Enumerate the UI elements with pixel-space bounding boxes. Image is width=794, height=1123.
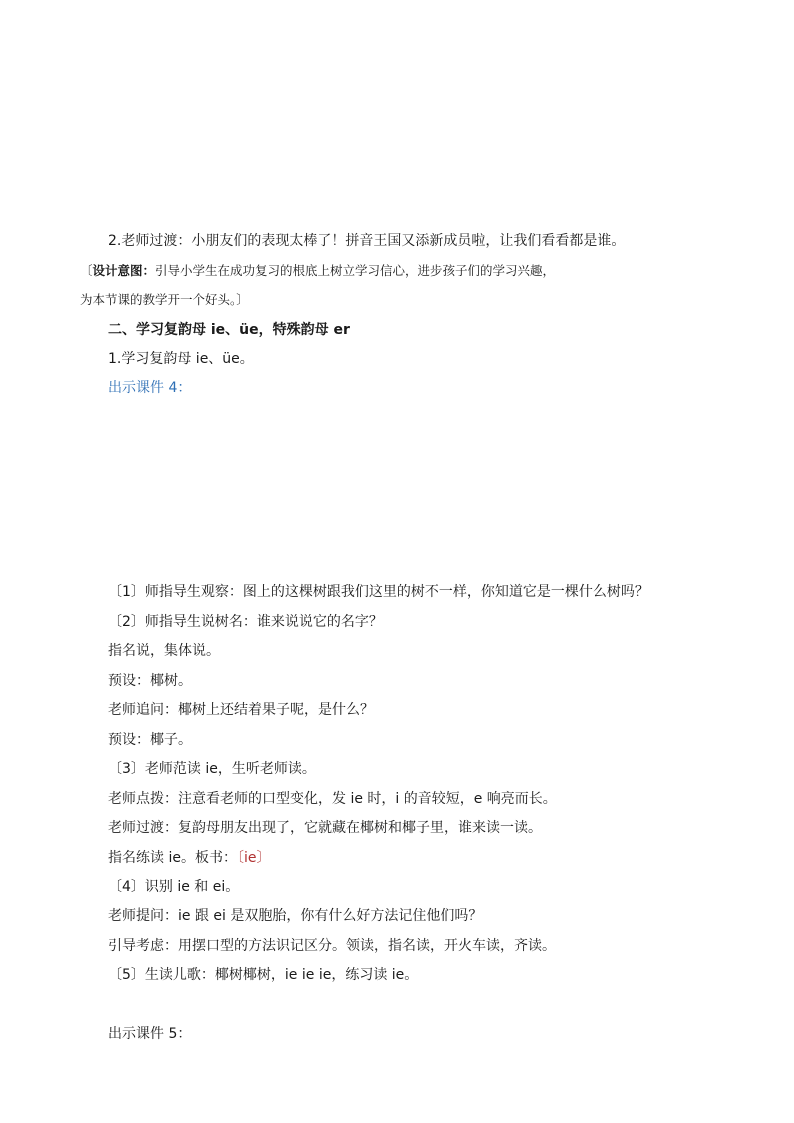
step-5-rhyme: 〔5〕生读儿歌：椰树椰树，ie ie ie，练习读 ie。 <box>108 967 419 983</box>
paragraph-guide-think: 引导考虑：用摆口型的方法识记区分。领读，指名读，开火车读，齐读。 <box>108 938 556 954</box>
paragraph-blackboard: 指名练读 ie。板书：〔ie〕 <box>108 850 271 866</box>
paragraph-guidance: 老师点拨：注意看老师的口型变化，发 ie 时，i 的音较短，e 响亮而长。 <box>108 791 557 807</box>
courseware-label-5: 出示课件 5： <box>108 1026 192 1042</box>
design-intent-note-cont: 为本节课的教学开一个好头。〕 <box>80 292 249 307</box>
design-intent-note: 〔设计意图：引导小学生在成功复习的根底上树立学习信心，进步孩子们的学习兴趣， <box>80 263 556 278</box>
design-intent-label: 设计意图 <box>92 263 143 278</box>
courseware-label-4: 出示课件 4： <box>108 380 192 396</box>
paragraph-expected-2: 预设：椰子。 <box>108 732 192 748</box>
step-4-distinguish: 〔4〕识别 ie 和 ei。 <box>108 879 240 895</box>
blackboard-ie: 〔ie〕 <box>236 850 271 866</box>
paragraph-transition: 2.老师过渡：小朋友们的表现太棒了！拼音王国又添新成员啦，让我们看看都是谁。 <box>108 233 626 249</box>
section-heading: 二、学习复韵母 ie、üe，特殊韵母 er <box>108 322 350 338</box>
paragraph-transition-2: 老师过渡：复韵母朋友出现了，它就藏在椰树和椰子里，谁来读一读。 <box>108 820 542 836</box>
paragraph-expected-1: 预设：椰树。 <box>108 673 192 689</box>
step-1-observe: 〔1〕师指导生观察：图上的这棵树跟我们这里的树不一样，你知道它是一棵什么树吗？ <box>108 584 649 600</box>
step-3-model-reading: 〔3〕老师范读 ie，生听老师读。 <box>108 761 316 777</box>
paragraph-question: 老师提问：ie 跟 ei 是双胞胎，你有什么好方法记住他们吗？ <box>108 908 483 924</box>
subsection-heading: 1.学习复韵母 ie、üe。 <box>108 351 254 367</box>
step-2-name-tree: 〔2〕师指导生说树名：谁来说说它的名字？ <box>108 614 383 630</box>
paragraph-call-on: 指名说，集体说。 <box>108 643 220 659</box>
paragraph-follow-up: 老师追问：椰树上还结着果子呢，是什么？ <box>108 702 374 718</box>
